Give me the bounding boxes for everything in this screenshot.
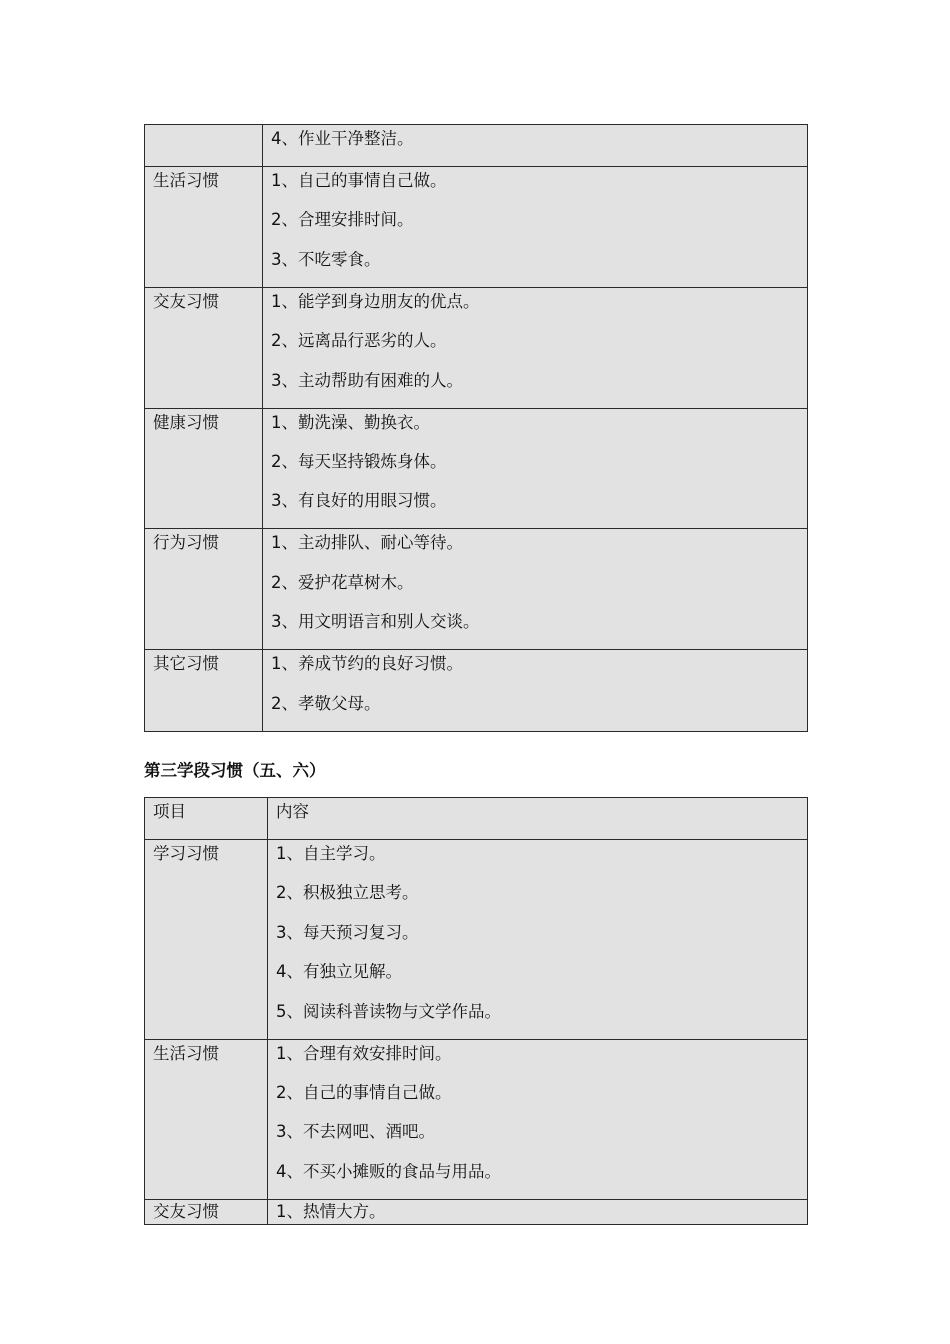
- header-cell-content: [268, 798, 808, 840]
- category-cell: 交友习惯: [145, 287, 263, 408]
- table-header-row: [145, 798, 808, 840]
- category-cell: 交友习惯: [145, 1199, 268, 1224]
- list-item: 3、用文明语言和别人交谈。: [271, 612, 480, 632]
- table-row: [145, 1199, 808, 1224]
- list-item: 2、远离品行恶劣的人。: [271, 331, 447, 351]
- list-item: 1、热情大方。: [276, 1201, 386, 1221]
- table-row: [145, 167, 808, 288]
- category-cell: 学习习惯: [145, 840, 268, 1040]
- items-cell: [268, 1039, 808, 1199]
- items-cell: [263, 650, 808, 731]
- items-cell: [263, 125, 808, 167]
- items-cell: [268, 1199, 808, 1224]
- list-item: 2、爱护花草树木。: [271, 572, 414, 592]
- table-row: [145, 1039, 808, 1199]
- list-item: 4、不买小摊贩的食品与用品。: [276, 1161, 501, 1181]
- table-row: [145, 125, 808, 167]
- category-cell: 生活习惯: [145, 167, 263, 288]
- list-item: 1、合理有效安排时间。: [276, 1043, 452, 1063]
- header-content-label: 内容: [276, 802, 309, 821]
- list-item: 1、养成节约的良好习惯。: [271, 654, 463, 674]
- list-item: 3、主动帮助有困难的人。: [271, 370, 463, 390]
- table-row: [145, 650, 808, 731]
- category-cell: 行为习惯: [145, 529, 263, 650]
- items-cell: [263, 529, 808, 650]
- list-item: 1、自主学习。: [276, 844, 386, 863]
- section-title: 第三学段习惯（五、六）: [144, 761, 326, 780]
- table-row: [145, 529, 808, 650]
- list-item: 1、主动排队、耐心等待。: [271, 533, 463, 553]
- category-cell: 其它习惯: [145, 650, 263, 731]
- list-item: 2、合理安排时间。: [271, 210, 414, 230]
- category-cell: 生活习惯: [145, 1039, 268, 1199]
- list-item: 3、不吃零食。: [271, 249, 381, 269]
- habits-table-stage-three: [144, 797, 808, 1225]
- list-item: 2、每天坚持锻炼身体。: [271, 451, 447, 471]
- list-item: 4、作业干净整洁。: [271, 129, 414, 148]
- items-cell: [263, 408, 808, 529]
- list-item: 1、能学到身边朋友的优点。: [271, 291, 480, 311]
- list-item: 1、自己的事情自己做。: [271, 171, 447, 190]
- items-cell: [263, 167, 808, 288]
- list-item: 2、积极独立思考。: [276, 883, 419, 903]
- table-row: [145, 840, 808, 1040]
- list-item: 5、阅读科普读物与文学作品。: [276, 1001, 501, 1021]
- header-cell-item: 项目: [145, 798, 268, 840]
- table-row: [145, 287, 808, 408]
- list-item: 2、孝敬父母。: [271, 693, 381, 713]
- habits-table-continued: [144, 124, 808, 732]
- category-cell: [145, 125, 263, 167]
- items-cell: [268, 840, 808, 1040]
- list-item: 3、每天预习复习。: [276, 922, 419, 942]
- category-cell: 健康习惯: [145, 408, 263, 529]
- list-item: 1、勤洗澡、勤换衣。: [271, 412, 430, 432]
- list-item: 2、自己的事情自己做。: [276, 1082, 452, 1102]
- list-item: 3、有良好的用眼习惯。: [271, 491, 447, 511]
- table-row: [145, 408, 808, 529]
- items-cell: [263, 287, 808, 408]
- list-item: 3、不去网吧、酒吧。: [276, 1122, 435, 1142]
- list-item: 4、有独立见解。: [276, 962, 402, 982]
